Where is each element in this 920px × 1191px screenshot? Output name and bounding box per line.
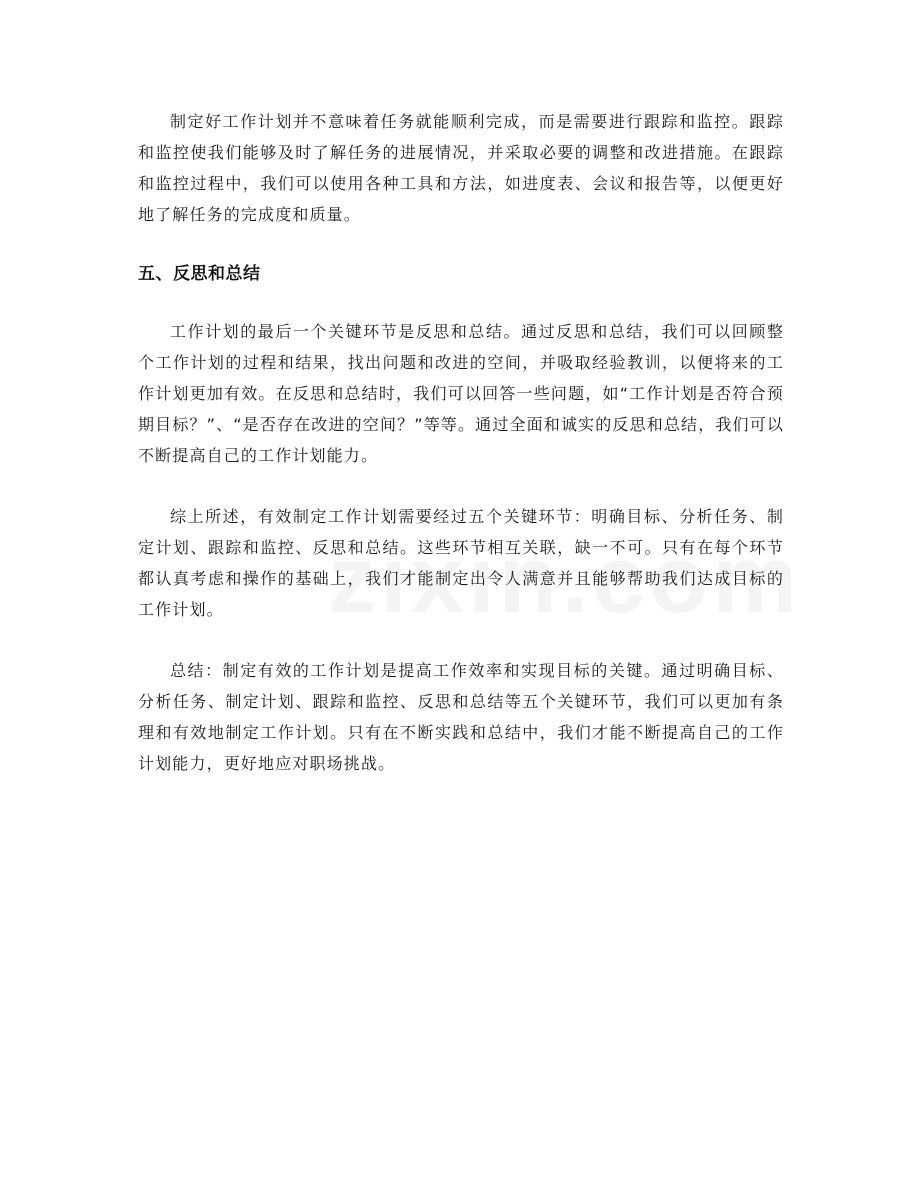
paragraph-tracking-monitoring: 制定好工作计划并不意味着任务就能顺利完成，而是需要进行跟踪和监控。跟踪和监控使我们能够及时了解任务的进展情况，并采取必要的调整和改进措施。在跟踪和监控过程中，我们可以使用各种工具和方法，如进度表、会议和报告等，以便更好地了解任务的完成度和质量。 <box>138 112 784 224</box>
paragraph-final-summary: 总结：制定有效的工作计划是提高工作效率和实现目标的关键。通过明确目标、分析任务、制定计划、跟踪和监控、反思和总结等五个关键环节，我们可以更加有条理和有效地制定工作计划。只有在不断实践和总结中，我们才能不断提高自己的工作计划能力，更好地应对职场挑战。 <box>138 661 784 773</box>
paragraph-reflection-summary: 工作计划的最后一个关键环节是反思和总结。通过反思和总结，我们可以回顾整个工作计划的过程和结果，找出问题和改进的空间，并吸取经验教训，以便将来的工作计划更加有效。在反思和总结时，我们可以回答一些问题，如“工作计划是否符合预期目标？”、“是否存在改进的空间？”等等。通过全面和诚实的反思和总结，我们可以不断提高自己的工作计划能力。 <box>138 322 784 465</box>
paragraph-conclusion: 综上所述，有效制定工作计划需要经过五个关键环节：明确目标、分析任务、制定计划、跟踪和监控、反思和总结。这些环节相互关联，缺一不可。只有在每个环节都认真考虑和操作的基础上，我们才能制定出令人满意并且能够帮助我们达成目标的工作计划。 <box>138 507 784 619</box>
section-heading-reflection: 五、反思和总结 <box>138 264 261 284</box>
